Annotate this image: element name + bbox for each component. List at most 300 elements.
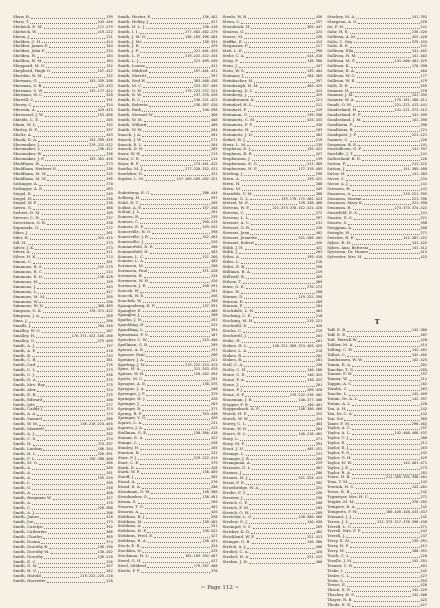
entry-name: Taylor, A. C.	[327, 425, 351, 431]
dot-leader	[354, 52, 411, 53]
dot-leader	[38, 563, 106, 564]
entry-pages: 204-348	[97, 324, 113, 329]
entry-name: Stetson, G. L.	[222, 195, 250, 201]
dot-leader	[33, 199, 105, 200]
dot-leader	[353, 518, 420, 519]
dot-leader	[140, 218, 210, 219]
entry-name: Tax, Dr. C. A.	[327, 410, 353, 416]
entry-pages: 274	[106, 407, 113, 412]
entry-pages: 152-279	[97, 265, 113, 270]
entry-name: Stokes, H. L.	[222, 342, 248, 348]
entry-pages: 273	[106, 368, 113, 373]
dot-leader	[39, 464, 105, 465]
dot-leader	[248, 425, 315, 426]
entry-pages: 157-401-431	[193, 68, 218, 73]
entry-name: Sill, H.	[13, 239, 27, 245]
entry-name: Sholtz, A.	[13, 131, 32, 137]
index-entry	[118, 569, 218, 574]
entry-name: Springer, R.	[117, 405, 142, 411]
dot-leader	[38, 258, 106, 259]
dot-leader	[249, 504, 315, 505]
entry-pages: 427	[106, 495, 113, 500]
dot-leader	[43, 420, 105, 421]
entry-pages: 142	[420, 504, 427, 509]
entry-pages: 139-391	[411, 539, 427, 544]
entry-pages: 176-371-422-185-200	[71, 333, 113, 338]
entry-pages: 209	[106, 294, 113, 299]
entry-name: Soldat, A. E.	[117, 204, 143, 210]
dot-leader	[242, 190, 315, 191]
entry-pages: 205	[315, 456, 323, 461]
dot-leader	[138, 503, 210, 504]
entry-pages: 202	[420, 382, 427, 387]
dot-leader	[45, 307, 97, 308]
entry-pages: 224	[106, 387, 113, 392]
dot-leader	[249, 420, 314, 421]
entry-name: Smock, J. A.	[117, 131, 142, 137]
dot-leader	[156, 307, 201, 308]
entry-name: Taylor, G. H.	[327, 454, 352, 460]
entry-name: Spitzer, W. H.	[117, 371, 145, 377]
entry-name: Temperts, F. W.	[327, 508, 358, 514]
entry-name: Smith, J. F.	[117, 48, 139, 54]
entry-name: Stocking, C. E.	[222, 313, 252, 319]
dot-leader	[145, 228, 202, 229]
entry-pages: 221	[420, 127, 427, 132]
entry-pages: 141-390	[411, 118, 427, 123]
entry-name: Spangler, J.	[117, 312, 141, 318]
dot-leader	[350, 469, 419, 470]
entry-name: Storey, C. L.	[222, 421, 247, 427]
dot-leader	[149, 346, 210, 347]
entry-name: Streich, F. M.	[222, 504, 250, 510]
dot-leader	[350, 47, 420, 48]
entry-name: Stinson, E.	[222, 298, 244, 304]
entry-name: Stehr, C. A.	[222, 53, 245, 59]
dot-leader	[352, 591, 411, 592]
dot-leader	[250, 513, 314, 514]
entry-pages: 140-386-406	[298, 515, 323, 520]
entry-pages: 297	[211, 195, 218, 200]
entry-name: Stocks, C.	[222, 327, 243, 333]
entry-name: Smith, Louise	[117, 63, 145, 69]
entry-name: Shields, C. E.	[13, 117, 40, 123]
dot-leader	[37, 288, 105, 289]
dot-leader	[146, 356, 210, 357]
dot-leader	[145, 361, 210, 362]
dot-leader	[32, 479, 96, 480]
entry-name: Spearman, F. S.	[117, 332, 149, 338]
entry-pages: 427	[420, 603, 427, 608]
dot-leader	[144, 42, 201, 43]
dot-leader	[145, 297, 210, 298]
entry-name: Suver, C.	[327, 175, 345, 181]
entry-pages: 220	[420, 553, 427, 558]
entry-pages: 187	[211, 333, 218, 338]
dot-leader	[30, 234, 106, 235]
entry-name: Thach, E. E.	[327, 587, 352, 593]
entry-name: Stritch, A. J.	[222, 543, 247, 549]
dot-leader	[141, 572, 210, 573]
entry-name: Streicher, L. G.	[222, 514, 253, 520]
entry-pages: 221-413	[307, 535, 323, 540]
entry-pages: 213	[211, 152, 218, 157]
entry-name: Starr, C. E.	[117, 459, 140, 465]
dot-leader	[244, 38, 315, 39]
entry-pages: 258-391	[202, 284, 218, 289]
dot-leader	[44, 96, 105, 97]
entry-name: Sullivan, W. E.	[327, 77, 356, 83]
dot-leader	[37, 352, 106, 353]
entry-name: Teigler, M. M.	[327, 499, 355, 505]
dot-leader	[141, 473, 201, 474]
dot-leader	[38, 293, 105, 294]
dot-leader	[140, 165, 192, 166]
entry-pages: 287	[106, 328, 113, 333]
dot-leader	[33, 445, 97, 446]
dot-leader	[143, 527, 210, 528]
dot-leader	[46, 298, 105, 299]
entry-name: Smith, A. J.	[13, 431, 35, 437]
dot-leader	[32, 504, 105, 505]
entry-name: Sprenger, J. P.	[117, 390, 146, 396]
entry-name: Stewart, A. C.	[222, 220, 250, 226]
entry-name: Somerville, J.	[117, 238, 144, 244]
dot-leader	[254, 195, 315, 196]
entry-pages: 142-425	[411, 357, 427, 362]
entry-pages: 275	[106, 382, 113, 387]
dot-leader	[44, 273, 105, 274]
entry-pages: 236	[315, 495, 323, 500]
entry-pages: 426	[211, 279, 218, 284]
entry-pages: 275-409	[97, 338, 113, 343]
entry-name: Sherman, G.	[13, 77, 38, 83]
entry-pages: 173	[106, 520, 113, 525]
entry-pages: 429	[211, 44, 218, 49]
entry-name: Sullivan, M. P.	[327, 58, 356, 64]
entry-name: Stange, L.	[117, 440, 138, 446]
dot-leader	[254, 126, 315, 127]
entry-name: Stoppenbach, A. F.	[222, 406, 260, 412]
entry-name: Swanson, Marian	[327, 195, 362, 201]
entry-pages: 184	[106, 59, 113, 64]
entry-name: Sterling, J.	[222, 170, 244, 176]
entry-pages: 177	[420, 73, 427, 78]
entry-name: Tesmer, C. R.	[327, 562, 354, 568]
entry-name: Tanner, F. W.	[327, 371, 353, 377]
dot-leader	[143, 141, 210, 142]
entry-name: Smith, A.	[13, 475, 32, 481]
entry-name: Sonnen, L. A.	[117, 258, 145, 264]
entry-pages: 221	[315, 98, 323, 103]
entry-pages: 231	[211, 421, 218, 426]
dot-leader	[362, 116, 411, 117]
entry-name: Smith, C. S.	[13, 435, 37, 441]
entry-name: Taliber, M. A.	[327, 342, 354, 348]
entry-pages: 414	[420, 343, 427, 348]
entry-name: Shuldham, W.	[13, 161, 40, 167]
entry-name: Swanson, R.	[327, 205, 352, 211]
dot-leader	[364, 258, 420, 259]
entry-pages: 291	[106, 98, 113, 103]
entry-name: Stebbins, R. J.	[117, 513, 146, 519]
dot-leader	[143, 208, 201, 209]
section-letter: T	[374, 318, 380, 327]
dot-leader	[144, 522, 202, 523]
entry-pages: 271	[315, 436, 323, 441]
entry-name: Shepherd, Hugh O.	[13, 67, 51, 73]
dot-leader	[35, 101, 105, 102]
entry-pages: 282	[106, 432, 113, 437]
dot-leader	[140, 513, 210, 514]
entry-pages: 422	[315, 412, 323, 417]
entry-name: Strassen, G. L.	[222, 465, 252, 471]
entry-name: Shaw, R.	[13, 13, 30, 19]
entry-pages: 221-324-413	[298, 476, 323, 481]
entry-pages: 140-425	[307, 373, 323, 378]
entry-name: Stearns, T. G.	[117, 503, 145, 509]
entry-name: Sykes, R. H.	[327, 239, 352, 245]
entry-pages: 261	[106, 230, 113, 235]
dot-leader	[353, 562, 410, 563]
entry-pages: 142-409	[411, 392, 427, 397]
entry-name: Steinmetz, J. D.	[222, 131, 253, 137]
entry-pages: 142-402	[411, 352, 427, 357]
dot-leader	[58, 170, 105, 171]
entry-name: Smith, B.	[13, 352, 32, 358]
entry-name: Stephens, B. R.	[222, 151, 253, 157]
dot-leader	[32, 356, 105, 357]
entry-name: Sundheim, F.	[327, 121, 353, 127]
dot-leader	[351, 577, 419, 578]
entry-pages: 201	[315, 358, 323, 363]
entry-pages: 238	[106, 201, 113, 206]
entry-pages: 371-428	[202, 269, 218, 274]
entry-name: Smith, Caddy J.	[13, 406, 44, 412]
entry-pages: 282	[315, 353, 323, 358]
entry-pages: 398	[211, 230, 218, 235]
entry-pages: 136-218-224-465	[80, 422, 113, 427]
dot-leader	[246, 288, 306, 289]
entry-name: Testa, L.	[327, 577, 345, 583]
dot-leader	[49, 47, 105, 48]
entry-pages: 366	[211, 113, 218, 118]
entry-pages: 328	[106, 93, 113, 98]
entry-pages: 412	[420, 544, 427, 549]
dot-leader	[147, 38, 184, 39]
entry-name: Taylor, J. E.	[327, 464, 350, 470]
dot-leader	[141, 316, 210, 317]
dot-leader	[347, 336, 419, 337]
dot-leader	[356, 101, 394, 102]
entry-name: Sumner, W. A.	[327, 97, 355, 103]
entry-name: Stead, A.	[117, 479, 136, 485]
entry-pages: 170	[106, 500, 113, 505]
entry-pages: 263	[420, 387, 427, 392]
dot-leader	[145, 375, 192, 376]
entry-pages: 273-373-374-422	[394, 206, 427, 211]
entry-pages: 236-422	[97, 147, 113, 152]
entry-pages: 298	[211, 514, 218, 519]
entry-name: Smith, James	[13, 514, 40, 520]
entry-name: Sommerfeld, D. E.	[117, 243, 154, 249]
entry-pages: 206	[106, 510, 113, 515]
entry-pages: 218	[315, 314, 323, 319]
dot-leader	[358, 111, 393, 112]
spacer	[327, 269, 427, 278]
entry-name: Suhr, H. E.	[327, 28, 349, 34]
entry-name: Steinmetz, C. M.	[222, 117, 256, 123]
dot-leader	[145, 180, 175, 181]
dot-leader	[254, 155, 315, 156]
entry-pages: 141	[420, 44, 427, 49]
entry-name: Teare, H. B.	[327, 474, 351, 480]
dot-leader	[352, 606, 419, 607]
entry-pages: 214	[106, 270, 113, 275]
dot-leader	[256, 538, 307, 539]
entry-name: Streich, C. P.	[222, 499, 248, 505]
entry-pages: 273	[420, 465, 427, 470]
entry-pages: 296	[106, 176, 113, 181]
dot-leader	[357, 82, 420, 83]
entry-name: Sunderland, H.	[327, 107, 358, 113]
dot-leader	[251, 229, 315, 230]
entry-name: Sumner, H.	[327, 87, 350, 93]
entry-name: Stebbins, M.	[117, 518, 143, 524]
dot-leader	[141, 57, 184, 58]
entry-pages: 212	[315, 103, 323, 108]
dot-leader	[151, 557, 185, 558]
entry-name: Snodoker, D.	[117, 170, 143, 176]
dot-leader	[148, 434, 192, 435]
entry-pages: 426	[211, 509, 218, 514]
entry-pages: 201	[211, 288, 218, 293]
entry-name: Spangenberg, E. P.	[117, 302, 156, 308]
index-entry	[13, 579, 113, 584]
entry-pages: 184	[106, 44, 113, 49]
dot-leader	[44, 92, 88, 93]
entry-pages: 136-210	[97, 554, 113, 559]
entry-name: Sims, J.	[13, 318, 28, 324]
dot-leader	[347, 175, 411, 176]
dot-leader	[144, 277, 210, 278]
dot-leader	[347, 331, 410, 332]
entry-pages: 139-422	[307, 147, 323, 152]
entry-pages: 140-218-402	[298, 432, 323, 437]
entry-pages: 283	[106, 132, 113, 137]
entry-name: Tappin, A. C.	[327, 381, 353, 387]
entry-pages: 231	[211, 347, 218, 352]
entry-name: Smalley, W. O.	[13, 327, 41, 333]
entry-name: Stone, S. P.	[222, 391, 245, 397]
dot-leader	[32, 469, 105, 470]
entry-name: Sigmonds, O.	[13, 224, 40, 230]
entry-pages: 209	[211, 200, 218, 205]
spacer	[327, 296, 427, 305]
dot-leader	[253, 528, 315, 529]
entry-pages: 393	[420, 578, 427, 583]
entry-name: Smith, J. Mc.	[117, 38, 144, 44]
dot-leader	[142, 488, 210, 489]
entry-pages: 238	[106, 196, 113, 201]
entry-name: Stauff, J.	[117, 474, 135, 480]
entry-pages: 136-418	[202, 24, 218, 29]
entry-name: Taylor, F. G.	[327, 449, 351, 455]
entry-name: Siegel, E.	[13, 190, 32, 196]
entry-name: Stebbins, R. A.	[117, 538, 147, 544]
entry-name: Stetzel, M. E.	[222, 200, 250, 206]
entry-pages: 401	[420, 563, 427, 568]
dot-leader	[250, 199, 280, 200]
entry-name: Smith, C. B.	[13, 357, 37, 363]
entry-pages: 142-408-466-437	[394, 431, 427, 436]
dot-leader	[243, 332, 315, 333]
entry-name: Smith, G. M.	[13, 563, 38, 569]
entry-pages: 375	[106, 378, 113, 383]
entry-name: Stone, C. E.	[222, 372, 246, 378]
entry-name: Sierra, G.	[13, 205, 32, 211]
entry-name: Stewart, Robert	[222, 239, 255, 245]
entry-name: Terry, H. F.	[327, 543, 349, 549]
dot-leader	[351, 557, 419, 558]
dot-leader	[241, 180, 306, 181]
dot-leader	[250, 209, 271, 210]
dot-leader	[142, 101, 192, 102]
entry-pages: 181-183-392-407	[185, 553, 218, 558]
dot-leader	[32, 253, 106, 254]
entry-name: Simmons, E. D.	[13, 274, 44, 280]
dot-leader	[140, 52, 193, 53]
spacer	[327, 278, 427, 287]
dot-leader	[39, 283, 105, 284]
dot-leader	[38, 381, 106, 382]
dot-leader	[247, 145, 314, 146]
entry-pages: 209	[106, 314, 113, 319]
entry-pages: 269-420	[307, 387, 323, 392]
index-column-2	[118, 15, 218, 580]
entry-pages: 152	[106, 64, 113, 69]
entry-pages: 263	[420, 446, 427, 451]
entry-name: Terry, E. M.	[327, 538, 351, 544]
entry-name: Talling, C. H.	[327, 346, 354, 352]
entry-pages: 234	[211, 274, 218, 279]
dot-leader	[240, 386, 315, 387]
entry-name: Shelden, H. M.	[13, 58, 43, 64]
entry-pages: 223-406	[202, 337, 218, 342]
entry-name: Smith, H. L. J.	[117, 23, 146, 29]
dot-leader	[38, 455, 97, 456]
entry-name: Smith, W. M.	[117, 117, 143, 123]
entry-name: Spencer, Paul	[117, 351, 145, 357]
dot-leader	[248, 18, 315, 19]
dot-leader	[143, 131, 210, 132]
dot-leader	[150, 253, 210, 254]
dot-leader	[241, 293, 315, 294]
dot-leader	[254, 82, 315, 83]
entry-name: Stone, F. A.	[222, 377, 245, 383]
entry-pages: 208	[420, 225, 427, 230]
entry-name: Sunnee, C.	[327, 136, 349, 142]
entry-pages: 138-401	[202, 494, 218, 499]
entry-name: Stringer, G. B.	[222, 538, 251, 544]
entry-pages: 425-433	[307, 118, 323, 123]
dot-leader	[41, 543, 105, 544]
dot-leader	[347, 165, 411, 166]
entry-pages: 211	[420, 377, 427, 382]
entry-pages: 427	[211, 19, 218, 24]
entry-pages: 201	[315, 382, 323, 387]
dot-leader	[356, 239, 403, 240]
